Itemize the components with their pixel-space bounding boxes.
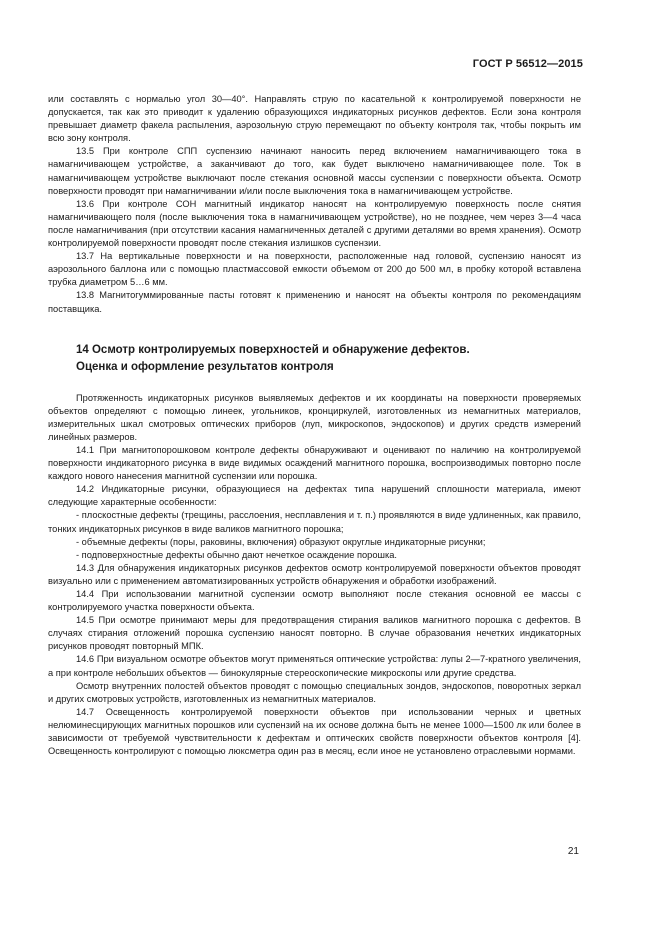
paragraph-13-5: 13.5 При контроле СПП суспензию начинают наносить перед включением намагничивающего тока в намагничивающем устройстве, а заканчивают до того, как будет выключено намагничивающее поле. Ток в намагничивающем устройстве выключают после стекания основной массы суспензии с поверхности объекта. Осмотр поверхности проводят при намагничивании и/или после выключения тока в намагничивающем устройстве.: [48, 146, 581, 196]
list-item-planar-defects: - плоскостные дефекты (трещины, расслоения, несплавления и т. п.) проявляются в виде удлиненных, как правило, тонких индикаторных рисунков в виде валиков магнитного порошка;: [48, 510, 581, 534]
list-item-subsurface-defects: - подповерхностные дефекты обычно дают нечеткое осаждение порошка.: [76, 549, 398, 560]
paragraph-14-3: 14.3 Для обнаружения индикаторных рисунков дефектов осмотр контролируемой поверхности объектов проводят визуально или с применением автоматизированных устройств обнаружения и обработки изображений.: [48, 562, 581, 586]
paragraph-13-7: 13.7 На вертикальные поверхности и на поверхности, расположенные над головой, суспензию наносят из аэрозольного баллона или с помощью пластмассовой емкости объемом от 200 до 500 мл, в пробку которой вставлена трубка диаметром 5…6 мм.: [48, 251, 581, 288]
paragraph-14-7: 14.7 Освещенность контролируемой поверхности объектов при использовании черных и цветных нелюминесцирующих магнитных порошков или суспензий на их основе должна быть не менее 1000—1500 лк или более в зависимости от требуемой чувствительности к дефектам и оптических свойств поверхности объектов контроля [4]. Освещенность контролируют с помощью люксметра один раз в месяц, если иное не установлено отраслевыми нормами.: [48, 706, 581, 757]
page-number: 21: [567, 846, 579, 857]
section-14-heading-line2: Оценка и оформление результатов контроля: [76, 360, 334, 373]
paragraph-14-2: 14.2 Индикаторные рисунки, образующиеся на дефектах типа нарушений сплошности материала, имеют следующие характерные особенности:: [48, 484, 581, 508]
paragraph-13-8: 13.8 Магнитогуммированные пасты готовят к применению и наносят на объекты контроля по рекомендациям поставщика.: [48, 290, 581, 314]
paragraph-14-6-cavities: Осмотр внутренних полостей объектов проводят с помощью специальных зондов, эндоскопов, поворотных зеркал и других смотровых устройств, изготовленных из немагнитных материалов.: [48, 680, 581, 704]
paragraph-14-4: 14.4 При использовании магнитной суспензии осмотр выполняют после стекания основной ее массы с контролируемого участка поверхности объекта.: [48, 589, 581, 613]
section-14-heading-line1: 14 Осмотр контролируемых поверхностей и обнаружение дефектов.: [76, 343, 470, 356]
standard-number: ГОСТ Р 56512—2015: [472, 58, 583, 70]
paragraph-14-6: 14.6 При визуальном осмотре объектов могут применяться оптические устройства: лупы 2—7-кратного увеличения, а при контроле небольших объектов — бинокулярные стереоскопические микроскопы или другие средства.: [48, 654, 581, 678]
paragraph-14-intro: Протяженность индикаторных рисунков выявляемых дефектов и их координаты на поверхности проверяемых объектов определяют с помощью линеек, угольников, кронциркулей, изготовленных из немагнитных материалов, измерительных шкал смотровых оптических приборов (луп, микроскопов, эндоскопов) и других средств измерений линейных размеров.: [48, 392, 581, 442]
list-item-volumetric-defects: - объемные дефекты (поры, раковины, включения) образуют округлые индикаторные рисунки;: [76, 536, 486, 547]
paragraph-14-1: 14.1 При магнитопорошковом контроле дефекты обнаруживают и оценивают по наличию на контролируемой поверхности индикаторного рисунка в виде видимых осаждений магнитного порошка, воспроизводимых повторно после каждого нового нанесения магнитной суспензии или порошка.: [48, 444, 581, 482]
section-14-heading: [76, 342, 581, 376]
document-body: [48, 93, 581, 758]
paragraph-13-6: 13.6 При контроле СОН магнитный индикатор наносят на контролируемую поверхность после снятия намагничивающего поля (после выключения тока в намагничивающем устройстве), но не позднее, чем через 3—4 часа после намагничивания (при отсутствии касания намагниченных деталей с другими деталями во время хранения). Осмотр контролируемой поверхности проводят после стекания излишков суспензии.: [48, 198, 581, 249]
paragraph-14-5: 14.5 При осмотре принимают меры для предотвращения стирания валиков магнитного порошка с дефектов. В случаях стирания отложений порошка суспензию наносят повторно. В случае образования нечетких индикаторных рисунков проводят повторный МПК.: [48, 615, 581, 652]
paragraph-13-4-continuation: или составлять с нормалью угол 30—40°. Направлять струю по касательной к контролируемой поверхности не допускается, так как это приводит к удалению образующихся индикаторных рисунков дефектов. Если зона контроля превышает диаметр факела распыления, аэрозольную струю перемещают по объекту контроля так, чтобы покрыть им всю зону контроля.: [48, 94, 581, 144]
